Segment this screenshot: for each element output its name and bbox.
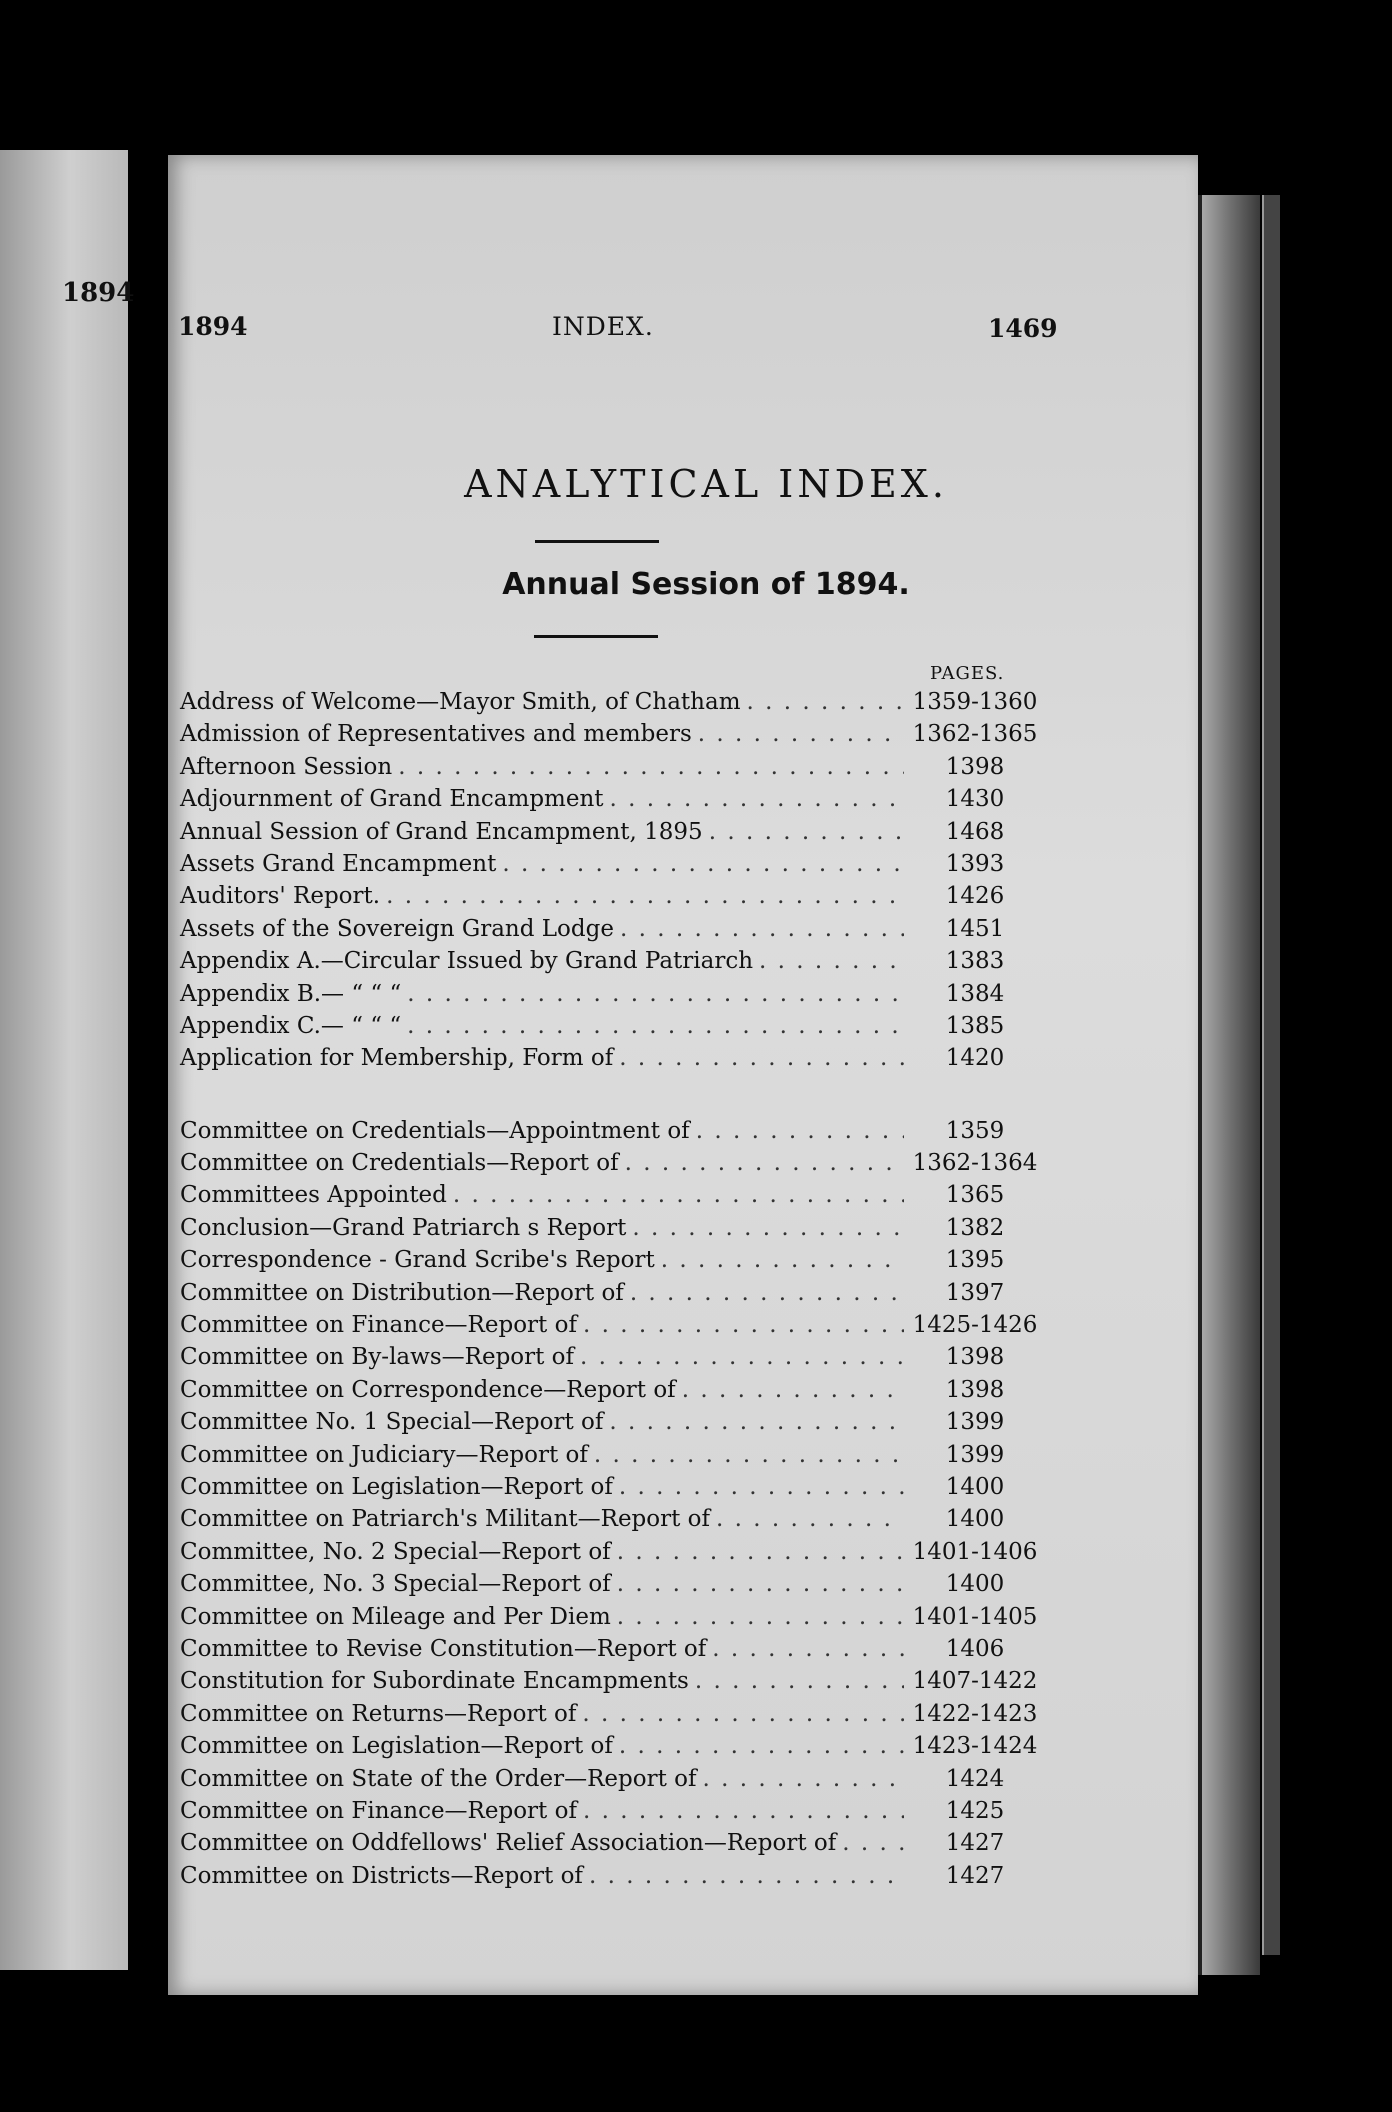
dot-leader [759, 945, 904, 977]
dot-leader [617, 1601, 904, 1633]
entry-label: Committee on Districts—Report of [180, 1862, 583, 1889]
book-edge-inner [1262, 195, 1280, 1955]
index-entry [180, 1042, 1040, 1074]
index-entry [180, 1633, 1040, 1665]
entry-pages: 1425-1426 [912, 1312, 1038, 1339]
index-entry [180, 880, 1040, 912]
index-entry [180, 1665, 1040, 1697]
entry-label: Committee on State of the Order—Report of [180, 1765, 697, 1792]
entry-pages: 1382 [945, 1214, 1005, 1241]
index-entry [180, 1147, 1040, 1179]
index-entries [180, 686, 1040, 1892]
index-entry [180, 816, 1040, 848]
entry-label: Auditors' Report. [180, 883, 381, 910]
dot-leader [709, 816, 904, 848]
title-rule [535, 540, 659, 543]
entry-pages: 1407-1422 [912, 1668, 1038, 1695]
entry-pages: 1383 [945, 948, 1005, 975]
index-entry [180, 1277, 1040, 1309]
dot-leader [583, 1309, 904, 1341]
index-entry [180, 1341, 1040, 1373]
entry-pages: 1468 [945, 818, 1005, 845]
entry-pages: 1385 [945, 1012, 1005, 1039]
dot-leader [407, 1010, 904, 1042]
index-group-committees [180, 1115, 1040, 1892]
index-entry [180, 1010, 1040, 1042]
entry-pages: 1423-1424 [912, 1733, 1038, 1760]
entry-label: Appendix C.— “ “ “ [180, 1012, 402, 1039]
pages-column-header: PAGES. [930, 663, 1005, 684]
entry-label: Admission of Representatives and members [180, 721, 692, 748]
entry-pages: 1430 [945, 786, 1005, 813]
entry-pages: 1406 [945, 1635, 1005, 1662]
index-entry [180, 1601, 1040, 1633]
entry-pages: 1398 [945, 1344, 1005, 1371]
entry-label: Committee on Judiciary—Report of [180, 1441, 588, 1468]
index-entry [180, 1439, 1040, 1471]
entry-label: Committee on Patriarch's Militant—Report of [180, 1506, 711, 1533]
dot-leader [698, 718, 904, 750]
dot-leader [625, 1147, 904, 1179]
dot-leader [398, 751, 904, 783]
entry-label: Constitution for Subordinate Encampments [180, 1668, 689, 1695]
entry-label: Committee on Distribution—Report of [180, 1279, 624, 1306]
entry-label: Committee No. 1 Special—Report of [180, 1409, 604, 1436]
entry-pages: 1401-1406 [912, 1538, 1038, 1565]
index-entry [180, 1503, 1040, 1535]
entry-label: Committee on Mileage and Per Diem [180, 1603, 611, 1630]
index-entry [180, 1244, 1040, 1276]
entry-label: Application for Membership, Form of [180, 1045, 614, 1072]
index-entry [180, 1212, 1040, 1244]
index-entry [180, 1860, 1040, 1892]
dot-leader [583, 1795, 904, 1827]
index-entry [180, 1568, 1040, 1600]
entry-pages: 1398 [945, 1376, 1005, 1403]
entry-label: Correspondence - Grand Scribe's Report [180, 1247, 655, 1274]
index-entry [180, 913, 1040, 945]
index-entry [180, 1827, 1040, 1859]
dot-leader [502, 848, 904, 880]
dot-leader [682, 1374, 904, 1406]
entry-pages: 1359 [945, 1117, 1005, 1144]
entry-label: Adjournment of Grand Encampment [180, 786, 604, 813]
subtitle-rule [534, 635, 658, 638]
index-entry [180, 978, 1040, 1010]
dot-leader [620, 913, 904, 945]
entry-label: Address of Welcome—Mayor Smith, of Chatham [180, 689, 741, 715]
dot-leader [582, 1698, 904, 1730]
group-spacer [180, 1075, 1040, 1115]
entry-pages: 1399 [945, 1409, 1005, 1436]
entry-label: Appendix B.— “ “ “ [180, 980, 402, 1007]
dot-leader [619, 1471, 904, 1503]
running-head-year: 1894 [178, 312, 248, 341]
page-number: 1469 [988, 314, 1058, 343]
index-entry [180, 848, 1040, 880]
entry-label: Committee on Finance—Report of [180, 1312, 577, 1339]
dot-leader [617, 1568, 904, 1600]
entry-pages: 1365 [945, 1182, 1005, 1209]
entry-label: Committee on Finance—Report of [180, 1797, 577, 1824]
index-entry [180, 945, 1040, 977]
entry-pages: 1424 [945, 1765, 1005, 1792]
dot-leader [747, 686, 904, 718]
entry-label: Conclusion—Grand Patriarch s Report [180, 1214, 627, 1241]
entry-pages: 1427 [945, 1830, 1005, 1857]
entry-label: Committee on Correspondence—Report of [180, 1376, 676, 1403]
entry-pages: 1359-1360 [912, 689, 1038, 715]
dot-leader [842, 1827, 904, 1859]
dot-leader [695, 1665, 904, 1697]
entry-label: Assets Grand Encampment [180, 850, 497, 877]
dot-leader [617, 1536, 904, 1568]
dot-leader [610, 783, 904, 815]
entry-label: Committee on Returns—Report of [180, 1700, 577, 1727]
running-head-title: INDEX. [552, 312, 654, 341]
dot-leader [619, 1042, 904, 1074]
page-title: ANALYTICAL INDEX. [464, 462, 948, 506]
entry-pages: 1398 [945, 753, 1005, 780]
facing-page [0, 150, 135, 1970]
entry-label: Committee to Revise Constitution—Report of [180, 1635, 707, 1662]
dot-leader [619, 1730, 904, 1762]
entry-pages: 1427 [945, 1862, 1005, 1889]
index-entry [180, 1763, 1040, 1795]
entry-pages: 1400 [945, 1506, 1005, 1533]
index-entry [180, 1698, 1040, 1730]
index-entry [180, 1374, 1040, 1406]
index-group-a [180, 686, 1040, 1075]
entry-label: Committee on Legislation—Report of [180, 1733, 613, 1760]
dot-leader [661, 1244, 904, 1276]
dot-leader [580, 1341, 904, 1373]
index-entry [180, 751, 1040, 783]
entry-label: Committees Appointed [180, 1182, 447, 1209]
index-entry [180, 686, 1040, 718]
entry-pages: 1362-1365 [912, 721, 1038, 748]
dot-leader [407, 978, 904, 1010]
dot-leader [632, 1212, 904, 1244]
index-entry [180, 1406, 1040, 1438]
entry-pages: 1426 [945, 883, 1005, 910]
index-entry [180, 1179, 1040, 1211]
entry-label: Committee, No. 3 Special—Report of [180, 1571, 611, 1598]
index-entry [180, 1115, 1040, 1147]
entry-label: Committee on Credentials—Appointment of [180, 1117, 690, 1144]
entry-label: Committee on By-laws—Report of [180, 1344, 575, 1371]
entry-pages: 1362-1364 [912, 1150, 1038, 1177]
index-entry [180, 1730, 1040, 1762]
entry-label: Committee on Oddfellows' Relief Association—Report of [180, 1830, 837, 1857]
index-entry [180, 718, 1040, 750]
dot-leader [386, 880, 904, 912]
entry-pages: 1397 [945, 1279, 1005, 1306]
index-entry [180, 1309, 1040, 1341]
dot-leader [609, 1406, 904, 1438]
entry-pages: 1400 [945, 1473, 1005, 1500]
entry-pages: 1384 [945, 980, 1005, 1007]
entry-label: Committee, No. 2 Special—Report of [180, 1538, 611, 1565]
entry-pages: 1393 [945, 850, 1005, 877]
entry-label: Assets of the Sovereign Grand Lodge [180, 915, 614, 942]
dot-leader [696, 1115, 904, 1147]
entry-pages: 1425 [945, 1797, 1005, 1824]
dot-leader [453, 1179, 904, 1211]
entry-label: Committee on Credentials—Report of [180, 1150, 619, 1177]
entry-pages: 1399 [945, 1441, 1005, 1468]
dot-leader [589, 1860, 904, 1892]
dot-leader [594, 1439, 904, 1471]
entry-pages: 1420 [945, 1045, 1005, 1072]
entry-label: Appendix A.—Circular Issued by Grand Patriarch [180, 948, 754, 975]
entry-pages: 1401-1405 [912, 1603, 1038, 1630]
index-entry [180, 1795, 1040, 1827]
entry-pages: 1395 [945, 1247, 1005, 1274]
index-entry [180, 1536, 1040, 1568]
entry-label: Annual Session of Grand Encampment, 1895 [180, 818, 703, 845]
index-entry [180, 783, 1040, 815]
entry-label: Committee on Legislation—Report of [180, 1473, 613, 1500]
entry-pages: 1400 [945, 1571, 1005, 1598]
index-entry [180, 1471, 1040, 1503]
page-subtitle: Annual Session of 1894. [502, 567, 910, 602]
entry-pages: 1451 [945, 915, 1005, 942]
entry-label: Afternoon Session [180, 753, 393, 780]
dot-leader [712, 1633, 904, 1665]
dot-leader [716, 1503, 904, 1535]
running-head [0, 312, 1392, 352]
dot-leader [703, 1763, 904, 1795]
facing-page-year: 1894 [62, 278, 135, 308]
dot-leader [630, 1277, 904, 1309]
entry-pages: 1422-1423 [912, 1700, 1038, 1727]
